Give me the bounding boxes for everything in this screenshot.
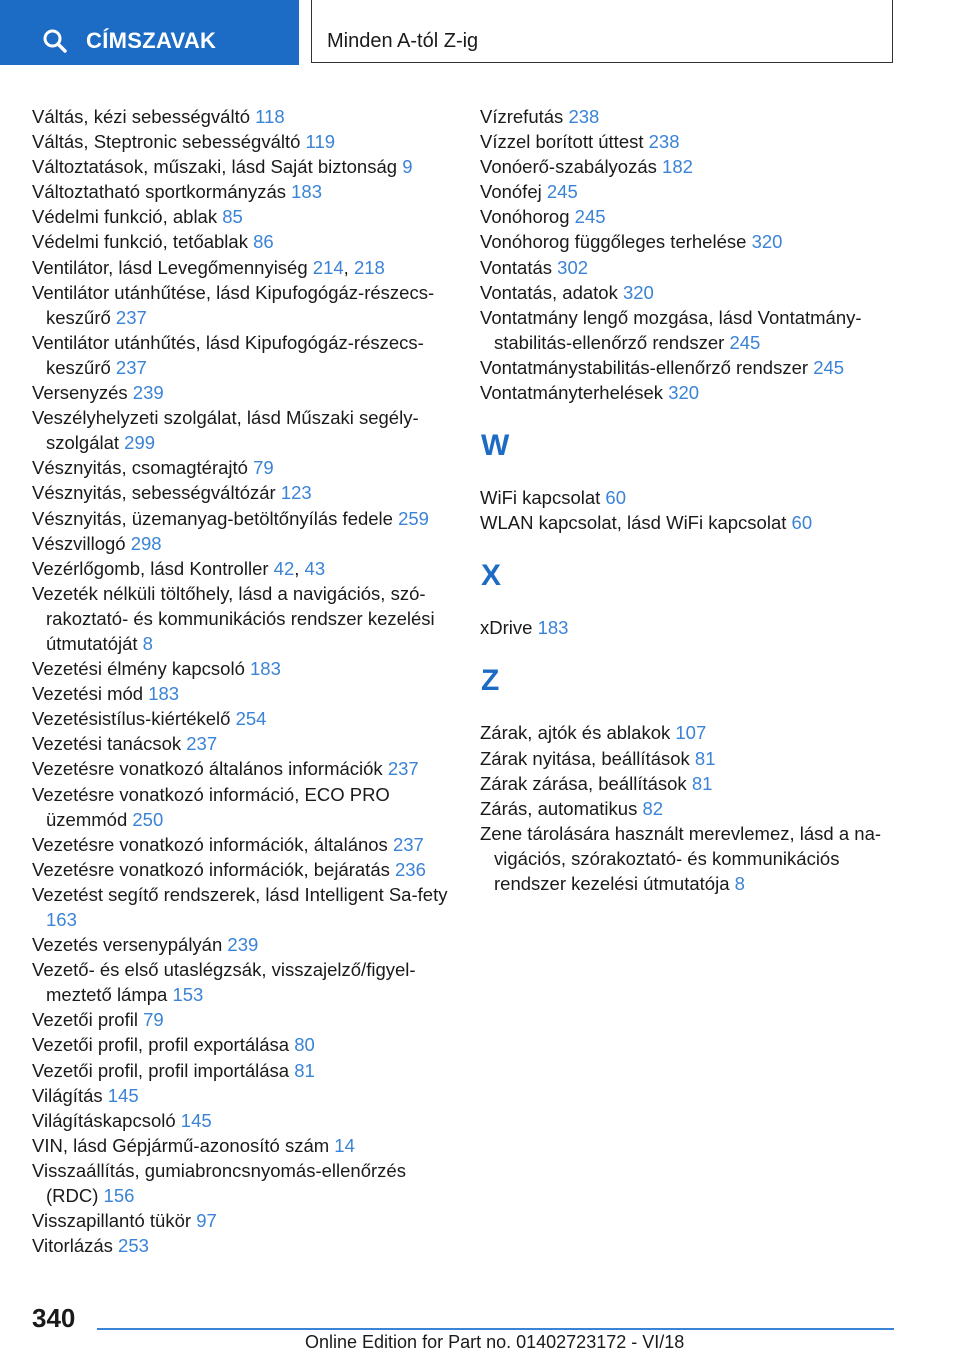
index-entry-text: Vontatás, adatok: [480, 281, 618, 303]
index-entry-text: Zárak zárása, beállítások: [480, 772, 687, 794]
page-link[interactable]: 214: [312, 256, 344, 278]
index-entry-text: Védelmi funkció, tetőablak: [32, 231, 248, 253]
index-entry: [32, 957, 457, 1007]
index-entry-text: Vonófej: [480, 181, 542, 203]
footer-edition: Online Edition for Part no. 01402723172 - VI/18: [305, 1332, 685, 1352]
page-link[interactable]: 97: [196, 1210, 217, 1232]
header-subtitle-box: [311, 0, 893, 63]
page-link[interactable]: 9: [402, 156, 413, 178]
index-entry: [32, 1007, 457, 1032]
page-link[interactable]: 298: [130, 532, 162, 554]
index-entry: [480, 305, 905, 355]
page-link[interactable]: 245: [546, 181, 578, 203]
index-entry-text: Vontatmányterhelések: [480, 382, 664, 404]
page-link[interactable]: 320: [668, 382, 700, 404]
index-entry: [480, 204, 905, 229]
index-entry: [32, 1158, 457, 1208]
index-entry: [480, 355, 905, 380]
index-entry-text: Vésznyitás, sebességváltózár: [32, 482, 276, 504]
page-link[interactable]: 14: [334, 1134, 355, 1156]
page-link[interactable]: 8: [734, 872, 745, 894]
index-entry-text: Változtatható sportkormányzás: [32, 181, 286, 203]
page-link[interactable]: 245: [813, 356, 845, 378]
page-link[interactable]: 85: [222, 206, 243, 228]
page-link[interactable]: 81: [294, 1059, 315, 1081]
page-link[interactable]: 86: [253, 231, 274, 253]
index-entry-text: WiFi kapcsolat: [480, 487, 601, 509]
index-entry-text: Változtatások, műszaki, lásd Saját biztonság: [32, 156, 398, 178]
page-link[interactable]: 81: [694, 747, 716, 769]
index-entry: [32, 154, 457, 179]
index-entry: [32, 1133, 457, 1158]
index-entry-text: Vésznyitás, üzemanyag-betöltőnyílás fedele: [32, 507, 393, 529]
page-link[interactable]: 183: [291, 181, 323, 203]
index-entry-text: Zárak, ajtók és ablakok: [480, 722, 671, 744]
page-link[interactable]: 238: [648, 131, 680, 153]
index-entry: [480, 821, 905, 896]
index-entry-text: Vezetésre vonatkozó információk, bejáratás: [32, 858, 390, 880]
page-link[interactable]: 60: [791, 512, 813, 534]
index-entry: [32, 330, 457, 380]
index-entry-text: WLAN kapcsolat, lásd WiFi kapcsolat: [480, 512, 787, 534]
page-link[interactable]: 156: [103, 1185, 135, 1207]
page-link[interactable]: 79: [143, 1009, 164, 1031]
index-entry-text: Zárak nyitása, beállítások: [480, 747, 690, 769]
index-entry: [32, 104, 457, 129]
page-link[interactable]: 218: [353, 256, 385, 278]
footer-divider: [97, 1328, 894, 1330]
index-entry-text: Vezérlőgomb, lásd Kontroller: [32, 557, 269, 579]
index-entry: [32, 129, 457, 154]
index-entry: [480, 104, 905, 129]
index-entry: [32, 706, 457, 731]
index-entry-text: Vontatmánystabilitás-ellenőrző rendszer: [480, 356, 809, 378]
page-link[interactable]: 79: [253, 457, 274, 479]
page-link[interactable]: 43: [304, 557, 326, 579]
page-link[interactable]: 238: [568, 106, 600, 127]
page-link[interactable]: 123: [280, 482, 312, 504]
page-link[interactable]: 320: [622, 281, 654, 303]
index-entry: [32, 531, 457, 556]
page-link[interactable]: 153: [172, 984, 204, 1006]
index-entry-text: xDrive: [480, 617, 533, 639]
section-letter-heading: Z: [481, 664, 500, 698]
index-entry-text: Védelmi funkció, ablak: [32, 206, 218, 228]
section-letter-heading: W: [481, 429, 510, 463]
index-entry-text: Vezetésre vonatkozó információk, általános: [32, 833, 388, 855]
page-link[interactable]: 302: [557, 256, 589, 278]
page-link[interactable]: 145: [107, 1084, 139, 1106]
page-link[interactable]: 107: [675, 722, 707, 744]
index-entry: [32, 204, 457, 229]
page-link[interactable]: 253: [118, 1235, 149, 1257]
index-entry-text: Vezetői profil: [32, 1009, 138, 1031]
index-entry-text: VIN, lásd Gépjármű-azonosító szám: [32, 1134, 330, 1156]
page-link[interactable]: 239: [227, 934, 259, 956]
index-entry-text: Versenyzés: [32, 382, 128, 404]
index-entry: [480, 510, 905, 535]
page-link[interactable]: 236: [395, 858, 426, 880]
index-entry: [32, 581, 457, 656]
page-link[interactable]: 60: [605, 487, 626, 509]
page-link[interactable]: 183: [250, 658, 281, 680]
index-entry-text: Vonóhorog: [480, 206, 570, 228]
index-entry: [32, 179, 457, 204]
index-entry-text: Vontatmány lengő mozgása, lásd Vontatmány-stabilitás-ellenőrző rendszer: [480, 306, 862, 353]
index-entry-text: Vezetésre vonatkozó általános információk: [32, 758, 383, 780]
index-entry: [32, 882, 457, 932]
index-entry: Vezérlőgomb, lásd Kontroller 42, 43: [32, 557, 326, 579]
index-entry-text: Váltás, Steptronic sebességváltó: [32, 131, 301, 153]
section-subtitle: Minden A-tól Z-ig: [327, 30, 479, 52]
index-entry: [480, 129, 905, 154]
index-entry: [32, 1032, 457, 1057]
page-number: 340: [32, 1303, 76, 1333]
page-link[interactable]: 299: [124, 432, 156, 454]
header-section-tab[interactable]: [0, 0, 299, 65]
index-entry: [32, 280, 457, 330]
index-entry-text: Világítás: [32, 1084, 103, 1106]
section-title: CÍMSZAVAK: [86, 28, 217, 53]
index-entry-text: Vezeték nélküli töltőhely, lásd a navigációs, szó-rakoztató- és kommunikációs rendszer kezelési útmutatóját: [32, 582, 435, 654]
index-entry-text: Vezetési mód: [32, 683, 144, 705]
page-link[interactable]: 119: [305, 131, 336, 153]
index-entry: [480, 485, 905, 510]
index-entry: [480, 179, 905, 204]
index-entry-text: Vezetői profil, profil exportálása: [32, 1034, 290, 1056]
page-link[interactable]: 237: [387, 758, 419, 780]
index-entry: Ventilátor, lásd Levegőmennyiség 214, 218: [32, 256, 385, 278]
search-icon: [42, 28, 68, 54]
index-entry: [32, 832, 457, 857]
index-entry-text: Vezetői profil, profil importálása: [32, 1059, 290, 1081]
index-entry-text: Ventilátor, lásd Levegőmennyiség: [32, 256, 308, 278]
index-entry: [32, 681, 457, 706]
page-link[interactable]: 182: [662, 156, 693, 178]
index-entry-text: Váltás, kézi sebességváltó: [32, 106, 251, 127]
index-entry-text: Vezetésistílus-kiértékelő: [32, 708, 231, 730]
page-link[interactable]: 237: [392, 833, 424, 855]
index-entry-text: Visszaállítás, gumiabroncsnyomás-ellenőrzés (RDC): [32, 1159, 406, 1207]
index-entry: [32, 1208, 457, 1233]
index-entry-text: Vésznyitás, csomagtérajtó: [32, 457, 248, 479]
index-entry: [32, 1058, 457, 1083]
page-link[interactable]: 145: [180, 1109, 212, 1131]
index-entry: [32, 1083, 457, 1108]
index-entry-text: Vezetési élmény kapcsoló: [32, 658, 245, 680]
page-link[interactable]: 118: [255, 106, 285, 127]
index-entry-text: Vízzel borított úttest: [480, 131, 644, 153]
index-entry-text: Vitorlázás: [32, 1235, 113, 1257]
index-entry: [32, 1108, 457, 1133]
index-entry: [480, 380, 905, 405]
index-entry-text: Vezető- és első utaslégzsák, visszajelző/figyel-meztető lámpa: [32, 959, 416, 1006]
index-entry: [480, 615, 905, 640]
page-link[interactable]: 237: [115, 306, 147, 328]
index-entry: [32, 1233, 457, 1258]
index-entry: [32, 656, 457, 681]
index-entry: [480, 255, 905, 280]
index-entry: [480, 280, 905, 305]
page-link[interactable]: 183: [148, 683, 180, 705]
index-entry-text: Vezetési tanácsok: [32, 733, 182, 755]
page-link[interactable]: 259: [398, 507, 429, 529]
index-entry: [480, 796, 905, 821]
index-entry-text: Vonóhorog függőleges terhelése: [480, 231, 747, 253]
index-entry-text: Vezetést segítő rendszerek, lásd Intelligent Sa-fety: [32, 883, 448, 905]
index-entry-text: Ventilátor utánhűtése, lásd Kipufogógáz-részecs-keszűrő: [32, 281, 435, 328]
page-link[interactable]: 245: [574, 206, 606, 228]
index-entry-text: Veszélyhelyzeti szolgálat, lásd Műszaki segély-szolgálat: [32, 407, 419, 454]
page-link[interactable]: 183: [537, 617, 569, 639]
page-link[interactable]: 239: [132, 382, 164, 404]
index-entry-text: Vészvillogó: [32, 532, 126, 554]
page-link[interactable]: 250: [132, 808, 164, 830]
index-entry: [32, 731, 457, 756]
page-link[interactable]: 82: [642, 797, 664, 819]
index-entry-text: Zene tárolására használt merevlemez, lásd a na-vigációs, szórakoztató- és kommunikációs rendszer kezelési útmutatója: [480, 822, 882, 894]
index-entry: [480, 720, 905, 745]
index-entry-text: Ventilátor utánhűtés, lásd Kipufogógáz-részecs-keszűrő: [32, 331, 424, 378]
index-entry: [480, 746, 905, 771]
page-link[interactable]: 237: [186, 733, 218, 755]
page-link[interactable]: 8: [142, 632, 153, 654]
page-link[interactable]: 320: [751, 231, 783, 253]
index-entry-text: Visszapillantó tükör: [32, 1210, 192, 1232]
index-entry: [32, 480, 457, 505]
page-link[interactable]: 81: [691, 772, 713, 794]
index-column-left: [32, 104, 457, 1258]
page-link[interactable]: 254: [235, 708, 267, 730]
page-link[interactable]: 80: [294, 1034, 315, 1056]
index-entry-text: Vonóerő-szabályozás: [480, 156, 657, 178]
index-entry: [32, 857, 457, 882]
index-entry-text: Vezetésre vonatkozó információ, ECO PRO üzemmód: [32, 783, 390, 830]
index-entry-text: Zárás, automatikus: [480, 797, 638, 819]
index-entry: [32, 380, 457, 405]
page-link[interactable]: 237: [115, 356, 147, 378]
section-letter-heading: X: [481, 559, 502, 593]
index-entry: [480, 154, 905, 179]
index-entry: [32, 229, 457, 254]
index-entry: [480, 771, 905, 796]
index-entry: [32, 932, 457, 957]
index-entry: [32, 405, 457, 455]
index-entry-text: Világításkapcsoló: [32, 1109, 176, 1131]
index-entry: [480, 229, 905, 254]
index-entry-text: Vezetés versenypályán: [32, 934, 223, 956]
index-column-right: [480, 104, 905, 896]
page-link[interactable]: 163: [46, 909, 77, 930]
index-entry: [32, 506, 457, 531]
index-entry-text: Vízrefutás: [480, 106, 564, 127]
page-link[interactable]: 42: [273, 557, 295, 579]
index-entry: [32, 455, 457, 480]
index-entry: [32, 756, 457, 781]
index-entry: [32, 782, 457, 832]
index-entry-text: Vontatás: [480, 256, 553, 278]
page-link[interactable]: 245: [729, 331, 761, 353]
